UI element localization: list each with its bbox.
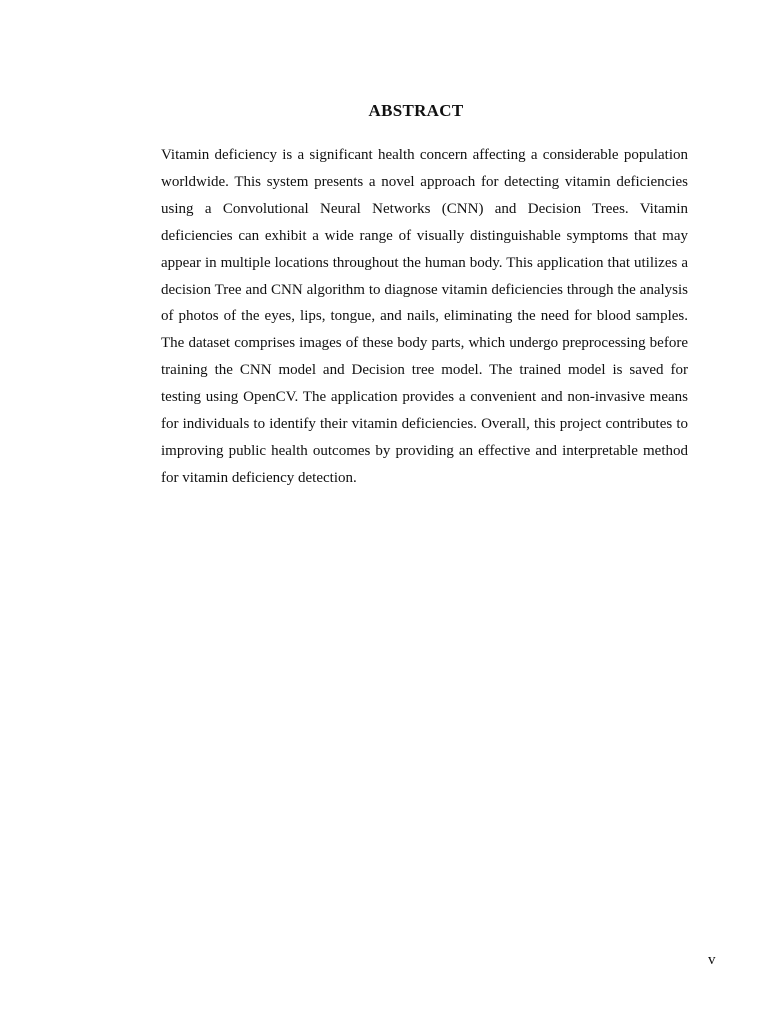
page-number: v (708, 952, 716, 968)
abstract-paragraph: Vitamin deficiency is a significant health concern affecting a considerable population worldwide. This system presents a novel approach for detecting vitamin deficiencies using a Convolutional Neural Networks (CNN) and Decision Trees. Vitamin deficiencies can exhibit a wide range of visually distinguishable symptoms that may appear in multiple locations throughout the human body. This application that utilizes a decision Tree and CNN algorithm to diagnose vitamin deficiencies through the analysis of photos of the eyes, lips, tongue, and nails, eliminating the need for blood samples. The dataset comprises images of these body parts, which undergo preprocessing before training the CNN model and Decision tree model. The trained model is saved for testing using OpenCV. The application provides a convenient and non-invasive means for individuals to identify their vitamin deficiencies. Overall, this project contributes to improving public health outcomes by providing an effective and interpretable method for vitamin deficiency detection. (161, 147, 688, 486)
abstract-title: ABSTRACT (368, 101, 464, 120)
